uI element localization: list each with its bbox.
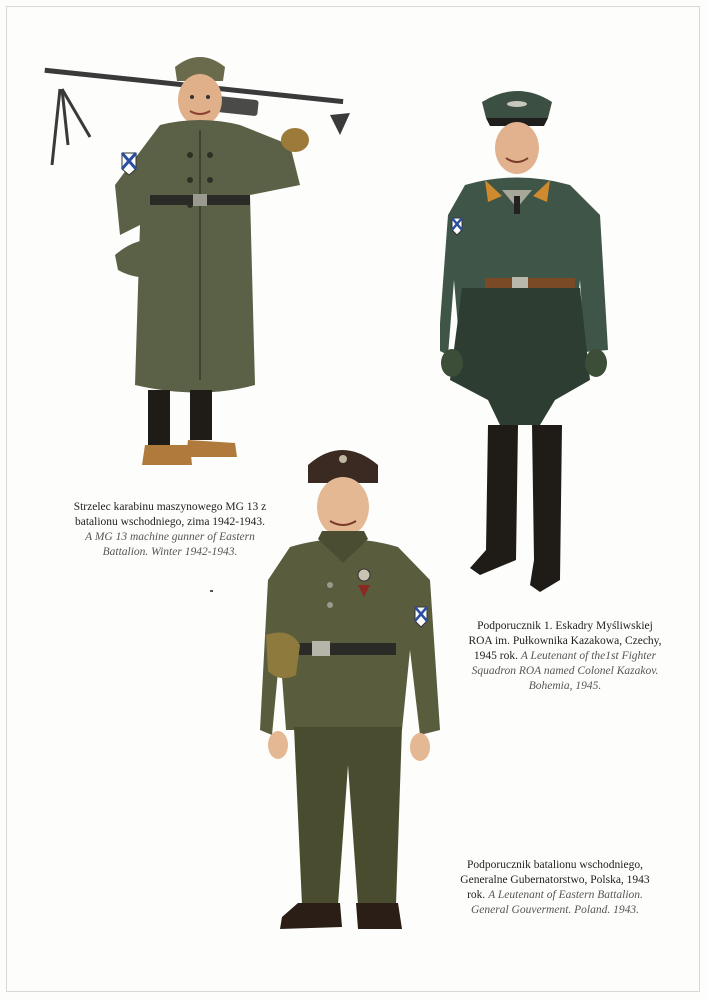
caption-eastern-pl-3: rok. — [467, 889, 486, 901]
caption-roa-pl-2: ROA im. Pułkownika Kazakowa, Czechy, — [468, 635, 662, 647]
caption-eastern-en-3: A Leutenant of Eastern Battalion. — [488, 889, 643, 901]
caption-eastern-lieutenant — [425, 858, 685, 918]
caption-mg-gunner-pl-1: Strzelec karabinu maszynowego MG 13 z — [73, 501, 267, 513]
caption-roa-en-5: Bohemia, 1945. — [528, 680, 602, 692]
caption-mg-gunner-pl-2: batalionu wschodniego, zima 1942-1943. — [74, 516, 266, 528]
caption-mg-gunner — [20, 500, 320, 560]
caption-mg-gunner-en-1: A MG 13 machine gunner of Eastern — [85, 531, 255, 543]
caption-eastern-en-4: General Gouverment. Poland. 1943. — [471, 904, 639, 916]
caption-mg-gunner-en-2: Battalion. Winter 1942-1943. — [102, 546, 238, 558]
caption-roa-en-4: Squadron ROA named Colonel Kazakov. — [471, 665, 659, 677]
caption-eastern-pl-1: Podporucznik batalionu wschodniego, — [467, 859, 643, 871]
caption-roa-en-3: A Leutenant of the1st Fighter — [520, 650, 657, 662]
roa-lieutenant-figure — [440, 80, 640, 610]
caption-roa-pl-1: Podporucznik 1. Eskadry Myśliwskiej — [477, 620, 653, 632]
stray-mark — [210, 590, 213, 592]
caption-roa-lieutenant — [445, 619, 685, 694]
caption-eastern-pl-2: Generalne Gubernatorstwo, Polska, 1943 — [460, 874, 650, 886]
caption-roa-pl-3: 1945 rok. — [473, 650, 518, 662]
mg-gunner-figure — [40, 45, 360, 495]
